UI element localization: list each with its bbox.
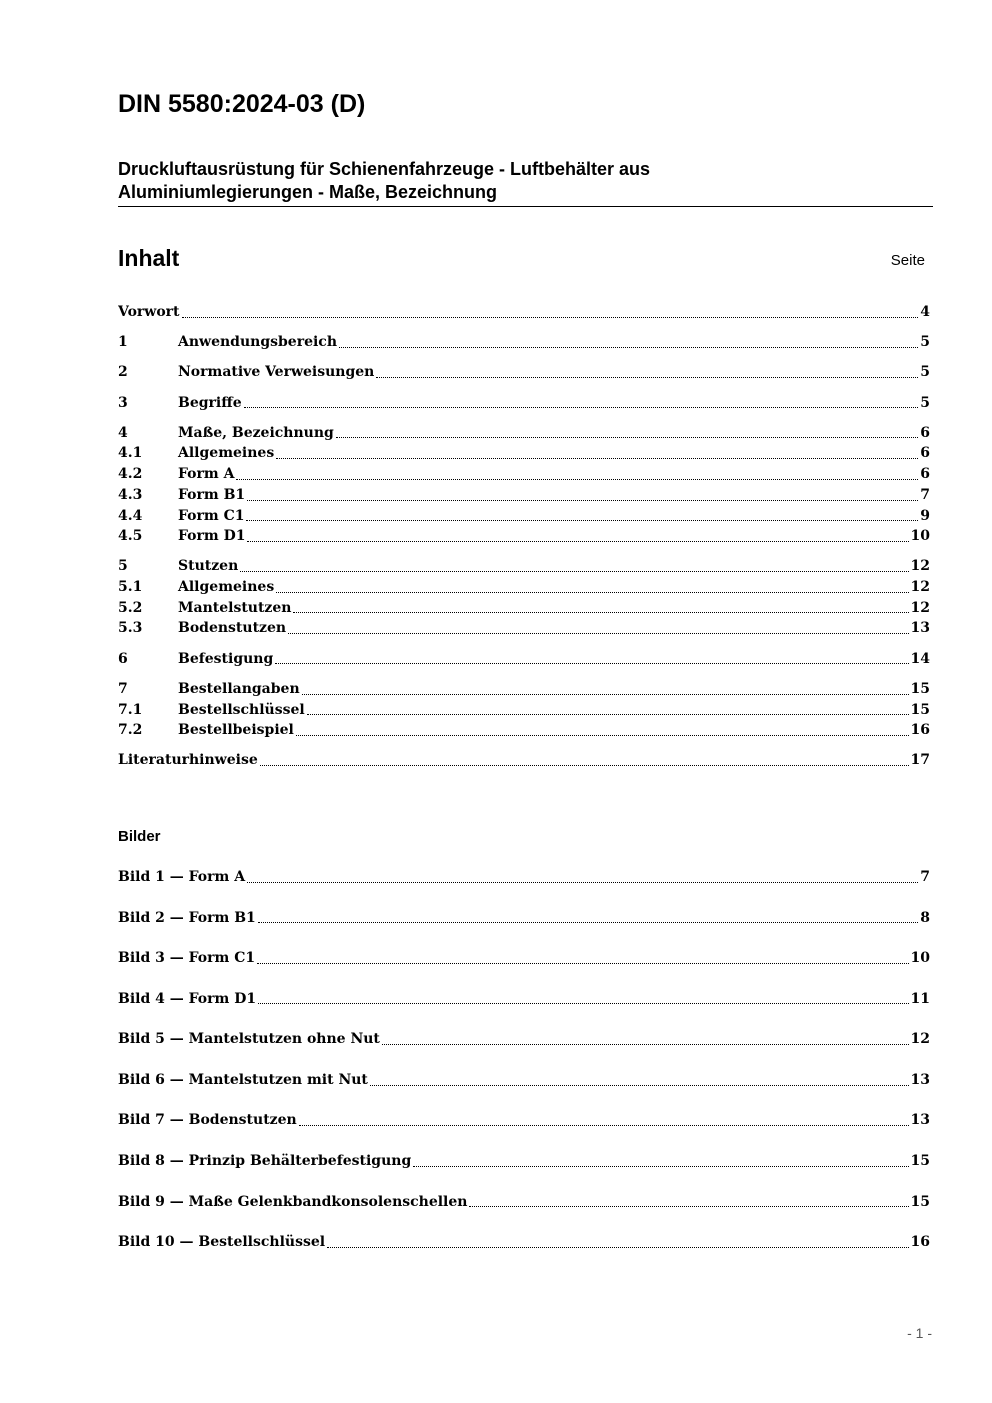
- dot-leader: [182, 316, 919, 318]
- dot-leader: [339, 346, 918, 348]
- toc-entry-number: 2: [118, 364, 128, 381]
- dot-leader: [296, 734, 909, 736]
- dot-leader: [382, 1043, 909, 1045]
- toc-entry-page: 6: [920, 424, 930, 441]
- dot-leader: [244, 406, 919, 408]
- toc-entry-title: Bestellschlüssel: [178, 701, 305, 718]
- toc-entry-page: 4: [920, 304, 930, 320]
- table-of-contents: [118, 302, 930, 771]
- list-of-figures: [118, 867, 930, 1273]
- figure-entry-page: 13: [910, 1071, 930, 1088]
- figure-entry-title: Bild 10 — Bestellschlüssel: [118, 1234, 326, 1251]
- dot-leader: [302, 693, 909, 695]
- figure-entry-page: 15: [910, 1153, 930, 1170]
- toc-entry-number: 5.3: [118, 620, 143, 637]
- dot-leader: [276, 591, 908, 593]
- toc-entry-page: 6: [920, 445, 930, 462]
- toc-entry-page: 10: [910, 528, 930, 545]
- toc-entry-7-1[interactable]: [118, 700, 930, 721]
- figure-entry-title: Bild 7 — Bodenstutzen: [118, 1112, 297, 1129]
- toc-entry-number: 4.2: [118, 466, 143, 483]
- document-title: [118, 158, 933, 207]
- toc-entry-5-3[interactable]: [118, 618, 930, 639]
- toc-entry-page: 7: [920, 486, 930, 503]
- toc-entry-page: 5: [920, 334, 930, 351]
- toc-entry-5-1[interactable]: [118, 577, 930, 598]
- toc-entry-literaturhinweise[interactable]: [118, 750, 930, 771]
- toc-entry-3[interactable]: [118, 393, 930, 414]
- figures-heading: Bilder: [118, 828, 161, 845]
- toc-entry-page: 16: [910, 722, 930, 739]
- toc-entry-4[interactable]: [118, 423, 930, 444]
- toc-entry-title: Stutzen: [178, 558, 239, 575]
- document-title-line-2: Aluminiumlegierungen - Maße, Bezeichnung: [118, 182, 498, 202]
- dot-leader: [288, 632, 908, 634]
- toc-page-column-label: Seite: [890, 252, 925, 269]
- toc-entry-page: 15: [910, 680, 930, 697]
- dot-leader: [258, 921, 918, 923]
- figure-entry-8[interactable]: [118, 1151, 930, 1172]
- toc-entry-title: Form A: [178, 466, 235, 483]
- toc-entry-number: 4.5: [118, 528, 143, 545]
- figure-entry-page: 12: [910, 1031, 930, 1048]
- toc-entry-number: 6: [118, 650, 128, 667]
- document-title-line-1: Druckluftausrüstung für Schienenfahrzeuge - Luftbehälter aus: [118, 159, 651, 179]
- toc-entry-number: 4.4: [118, 507, 143, 524]
- toc-entry-page: 6: [920, 466, 930, 483]
- dot-leader: [247, 881, 918, 883]
- toc-entry-4-1[interactable]: [118, 443, 930, 464]
- figure-entry-9[interactable]: [118, 1192, 930, 1213]
- figure-entry-4[interactable]: [118, 989, 930, 1010]
- toc-entry-5[interactable]: [118, 556, 930, 577]
- toc-entry-title: Literaturhinweise: [118, 752, 258, 769]
- toc-entry-number: 5: [118, 558, 128, 575]
- toc-entry-7[interactable]: [118, 679, 930, 700]
- toc-entry-6[interactable]: [118, 649, 930, 670]
- toc-entry-4-5[interactable]: [118, 526, 930, 547]
- toc-entry-number: 5.1: [118, 579, 143, 596]
- toc-entry-page: 15: [910, 701, 930, 718]
- toc-entry-number: 4.1: [118, 445, 143, 462]
- dot-leader: [246, 519, 918, 521]
- toc-entry-4-4[interactable]: [118, 506, 930, 527]
- figure-entry-title: Bild 2 — Form B1: [118, 909, 256, 926]
- toc-entry-number: 1: [118, 334, 128, 351]
- toc-entry-page: 9: [920, 507, 930, 524]
- toc-entry-1[interactable]: [118, 332, 930, 353]
- toc-entry-4-2[interactable]: [118, 464, 930, 485]
- figure-entry-6[interactable]: [118, 1070, 930, 1091]
- toc-entry-title: Allgemeines: [178, 445, 275, 462]
- figure-entry-5[interactable]: [118, 1029, 930, 1050]
- figure-entry-title: Bild 4 — Form D1: [118, 990, 257, 1007]
- dot-leader: [236, 478, 918, 480]
- toc-heading: Inhalt: [118, 245, 180, 271]
- toc-entry-7-2[interactable]: [118, 720, 930, 741]
- dot-leader: [276, 457, 918, 459]
- dot-leader: [413, 1165, 908, 1167]
- toc-entry-page: 12: [910, 558, 930, 575]
- toc-entry-page: 14: [910, 650, 930, 667]
- figure-entry-page: 8: [920, 909, 930, 926]
- figure-entry-2[interactable]: [118, 908, 930, 929]
- figure-entry-page: 10: [910, 950, 930, 967]
- toc-entry-title: Maße, Bezeichnung: [178, 424, 334, 441]
- figure-entry-3[interactable]: [118, 948, 930, 969]
- toc-entry-number: 7: [118, 680, 128, 697]
- toc-entry-title: Allgemeines: [178, 579, 275, 596]
- toc-entry-title: Anwendungsbereich: [178, 334, 337, 351]
- dot-leader: [260, 764, 909, 766]
- document-id: DIN 5580:2024-03 (D): [118, 90, 366, 118]
- figure-entry-title: Bild 5 — Mantelstutzen ohne Nut: [118, 1031, 380, 1048]
- figure-entry-title: Bild 8 — Prinzip Behälterbefestigung: [118, 1153, 412, 1170]
- toc-entry-number: 4.3: [118, 486, 143, 503]
- toc-entry-4-3[interactable]: [118, 485, 930, 506]
- toc-entry-5-2[interactable]: [118, 598, 930, 619]
- toc-entry-number: 7.1: [118, 701, 143, 718]
- toc-entry-page: 12: [910, 579, 930, 596]
- dot-leader: [469, 1205, 908, 1207]
- toc-entry-vorwort[interactable]: [118, 302, 930, 323]
- toc-entry-number: 5.2: [118, 599, 143, 616]
- dot-leader: [307, 713, 909, 715]
- toc-entry-page: 5: [920, 394, 930, 411]
- toc-entry-title: Form C1: [178, 507, 245, 524]
- toc-entry-title: Bodenstutzen: [178, 620, 287, 637]
- dot-leader: [299, 1124, 909, 1126]
- page-number: - 1 -: [907, 1325, 932, 1341]
- figure-entry-page: 11: [910, 990, 930, 1007]
- dot-leader: [275, 662, 908, 664]
- toc-entry-page: 12: [910, 599, 930, 616]
- figure-entry-7[interactable]: [118, 1110, 930, 1131]
- dot-leader: [293, 611, 908, 613]
- dot-leader: [327, 1246, 908, 1248]
- figure-entry-title: Bild 9 — Maße Gelenkbandkonsolenschellen: [118, 1193, 468, 1210]
- dot-leader: [247, 499, 918, 501]
- toc-entry-2[interactable]: [118, 362, 930, 383]
- dot-leader: [258, 1002, 908, 1004]
- toc-entry-title: Begriffe: [178, 394, 242, 411]
- toc-entry-title: Mantelstutzen: [178, 599, 292, 616]
- toc-entry-number: 3: [118, 394, 128, 411]
- toc-entry-page: 13: [910, 620, 930, 637]
- figure-entry-page: 7: [920, 869, 930, 885]
- figure-entry-page: 13: [910, 1112, 930, 1129]
- dot-leader: [240, 570, 908, 572]
- dot-leader: [376, 376, 918, 378]
- toc-entry-title: Bestellangaben: [178, 680, 300, 697]
- figure-entry-title: Bild 6 — Mantelstutzen mit Nut: [118, 1071, 368, 1088]
- dot-leader: [247, 540, 908, 542]
- dot-leader: [257, 962, 908, 964]
- toc-entry-title: Vorwort: [118, 304, 180, 320]
- figure-entry-page: 15: [910, 1193, 930, 1210]
- toc-entry-title: Befestigung: [178, 650, 274, 667]
- toc-entry-page: 17: [910, 752, 930, 769]
- toc-entry-number: 4: [118, 424, 128, 441]
- toc-entry-page: 5: [920, 364, 930, 381]
- figure-entry-title: Bild 1 — Form A: [118, 869, 246, 885]
- figure-entry-page: 16: [910, 1234, 930, 1251]
- figure-entry-10[interactable]: [118, 1232, 930, 1253]
- dot-leader: [336, 436, 918, 438]
- toc-entry-number: 7.2: [118, 722, 143, 739]
- toc-entry-title: Form D1: [178, 528, 246, 545]
- toc-entry-title: Normative Verweisungen: [178, 364, 375, 381]
- dot-leader: [370, 1084, 909, 1086]
- figure-entry-1[interactable]: [118, 867, 930, 888]
- figure-entry-title: Bild 3 — Form C1: [118, 950, 256, 967]
- toc-entry-title: Form B1: [178, 486, 246, 503]
- toc-entry-title: Bestellbeispiel: [178, 722, 294, 739]
